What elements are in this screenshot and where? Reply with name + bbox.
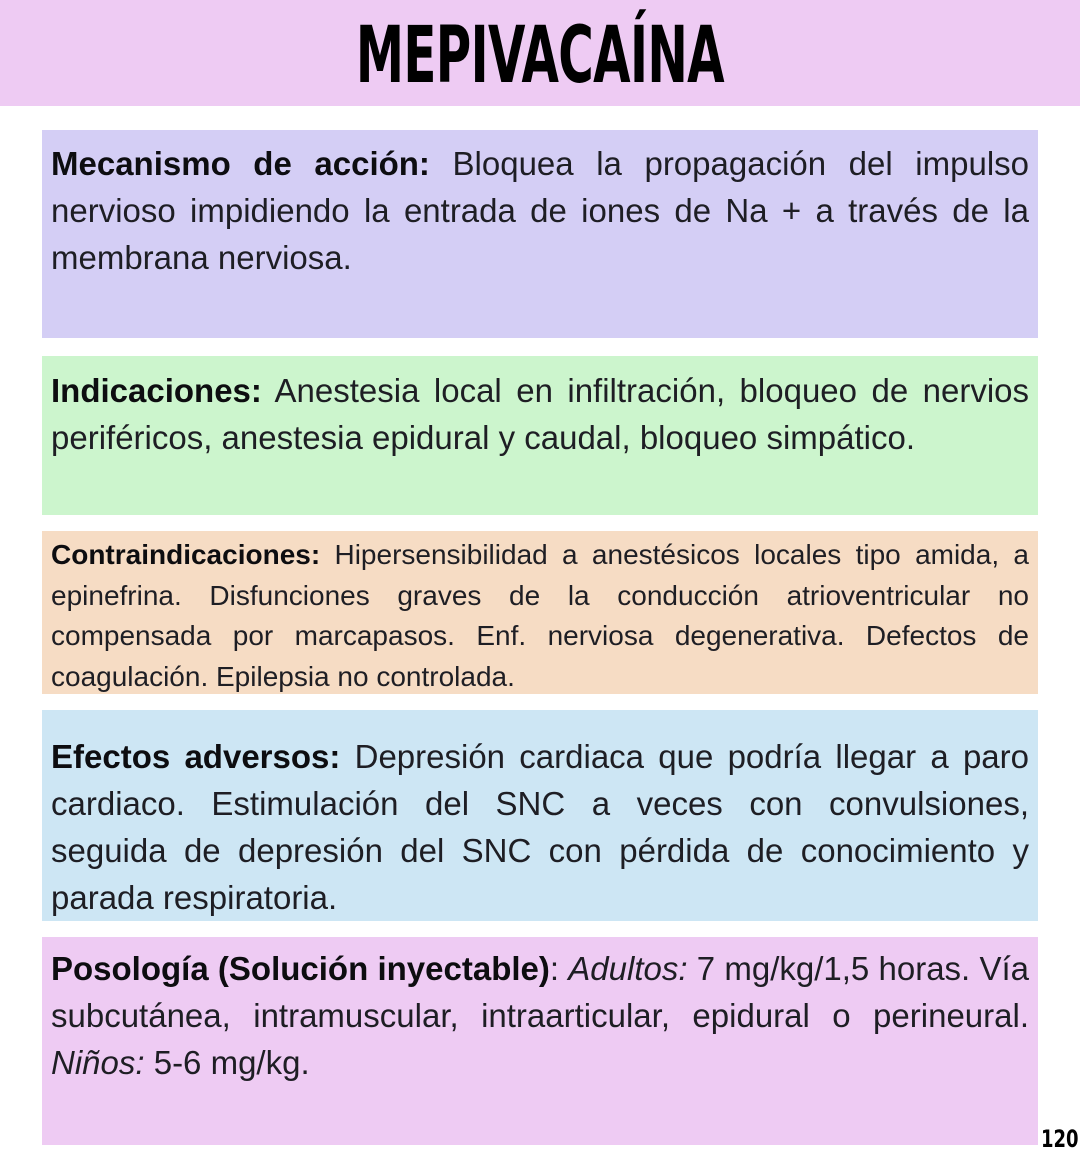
section-posologia [42, 937, 1038, 1145]
section-text: Hipersensibilidad a anestésicos locales tipo amida, a epinefrina. Disfunciones graves de la conducción atrioventricular no compensada por marcapasos. Enf. nerviosa degenerativa. Defectos de coagulación. Epilepsia no controlada. [51, 539, 1029, 692]
ninos-label: Niños: [51, 1044, 145, 1081]
adultos-label: Adultos: [568, 950, 688, 987]
section-text: Depresión cardiaca que podría llegar a paro cardiaco. Estimulación del SNC a veces con convulsiones, seguida de depresión del SNC con pérdida de conocimiento y parada respiratoria. [51, 738, 1029, 916]
page-number: 120 [1041, 1125, 1079, 1153]
ninos-text: 5-6 mg/kg. [144, 1044, 310, 1081]
section-label: Posología (Solución inyectable) [51, 950, 550, 987]
section-contraindicaciones [42, 531, 1038, 694]
section-label: Contraindicaciones: [51, 539, 321, 570]
page-title: MEPIVACAÍNA [355, 11, 725, 101]
section-label: Mecanismo de acción: [51, 145, 430, 182]
section-text: Anestesia local en infiltración, bloqueo de nervios periféricos, anestesia epidural y caudal, bloqueo simpático. [51, 372, 1029, 456]
section-label: Efectos adversos: [51, 738, 341, 775]
title-banner [0, 0, 1080, 106]
section-mecanismo [42, 130, 1038, 338]
label-colon: : [549, 950, 569, 987]
adultos-text: 7 mg/kg/1,5 horas. Vía subcutánea, intramuscular, intraarticular, epidural o perineural. [51, 950, 1029, 1034]
section-indicaciones [42, 356, 1038, 515]
section-efectos-adversos [42, 710, 1038, 921]
section-label: Indicaciones: [51, 372, 262, 409]
section-text: Bloquea la propagación del impulso nervioso impidiendo la entrada de iones de Na + a través de la membrana nerviosa. [51, 145, 1030, 276]
